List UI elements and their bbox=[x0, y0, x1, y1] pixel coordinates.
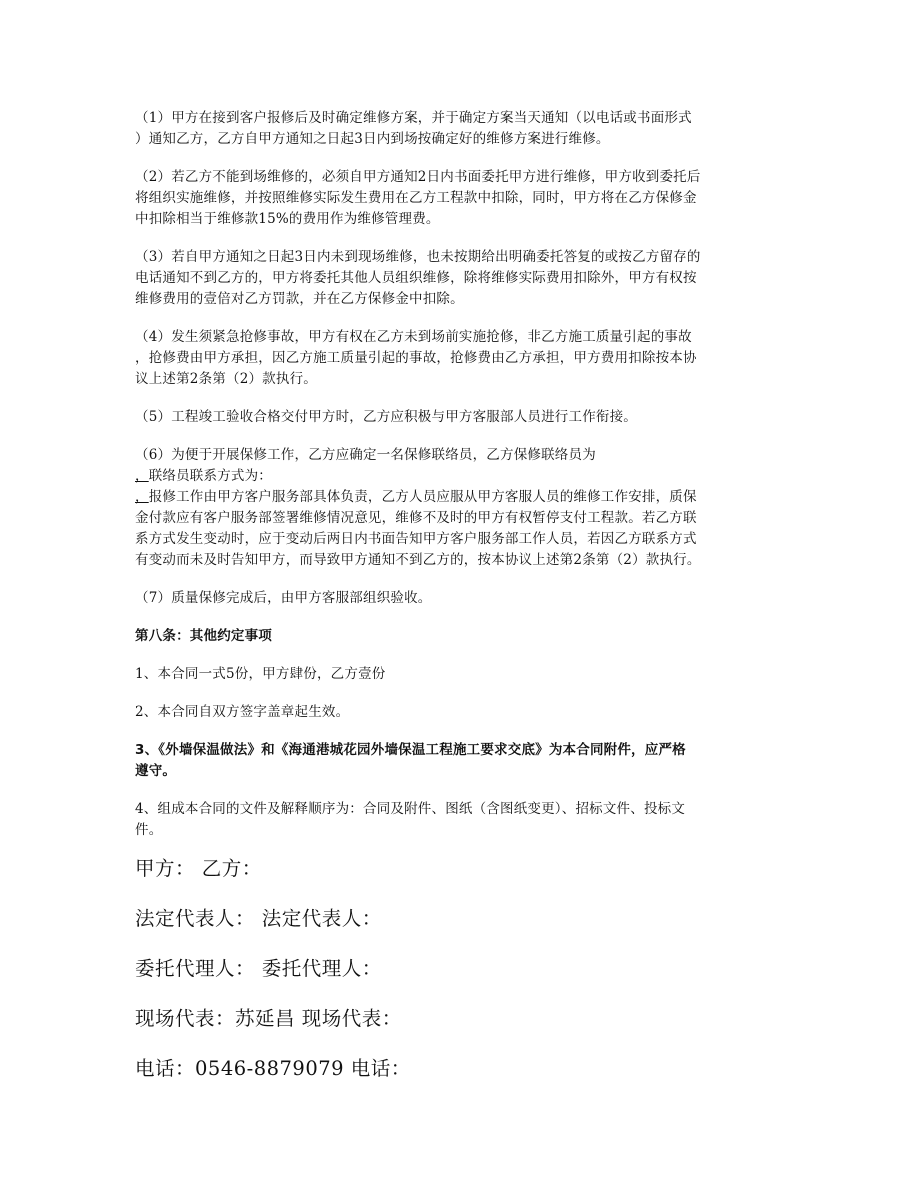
article-8-heading bbox=[135, 626, 787, 647]
clause-7 bbox=[135, 588, 787, 609]
item-3 bbox=[135, 740, 787, 782]
item-1 bbox=[135, 664, 787, 685]
clause-1 bbox=[135, 108, 787, 150]
item-4 bbox=[135, 799, 787, 841]
clause-5 bbox=[135, 407, 787, 428]
item-2 bbox=[135, 702, 787, 723]
clause-3-line: 电话通知不到乙方的，甲方将委托其他人员组织维修，除将维修实际费用扣除外，甲方有权按 bbox=[135, 270, 697, 286]
article-8-title: 第八条：其他约定事项 bbox=[135, 628, 272, 644]
signature-agent: 委托代理人： 委托代理人： bbox=[135, 957, 382, 980]
clause-2 bbox=[135, 167, 787, 230]
clause-6-line: 系方式发生变动时，应于变动后两日内书面告知甲方客户服务部工作人员，若因乙方联系方式 bbox=[135, 531, 697, 547]
clause-6-contact-line bbox=[135, 466, 787, 487]
item-4-line: 4、组成本合同的文件及解释顺序为：合同及附件、图纸（含图纸变更）、招标文件、投标文 bbox=[135, 801, 686, 817]
clause-6-line: 金付款应有客户服务部签署维修情况意见，维修不及时的甲方有权暂停支付工程款。若乙方联 bbox=[135, 510, 697, 526]
item-1-line: 1、本合同一式5份，甲方肆份，乙方壹份 bbox=[135, 666, 386, 682]
item-3-line: 遵守。 bbox=[135, 763, 177, 779]
clause-6 bbox=[135, 445, 787, 571]
blank-comma: ， bbox=[135, 468, 149, 484]
clause-6-line: （6）为便于开展保修工作，乙方应确定一名保修联络员，乙方保修联络员为 bbox=[135, 447, 596, 463]
signature-phone: 电话：0546-8879079 电话： bbox=[135, 1057, 411, 1080]
clause-6-rest-text: 报修工作由甲方客户服务部具体负责，乙方人员应服从甲方客服人员的维修工作安排，质保 bbox=[148, 489, 697, 505]
clause-4-line: （4）发生须紧急抢修事故，甲方有权在乙方未到场前实施抢修，非乙方施工质量引起的事故 bbox=[135, 329, 692, 345]
signature-party: 甲方： 乙方： bbox=[135, 857, 262, 880]
clause-3-line: （3）若自甲方通知之日起3日内未到现场维修，也未按期给出明确委托答复的或按乙方留存的 bbox=[135, 249, 701, 265]
clause-2-line: （2）若乙方不能到场维修的，必须自甲方通知2日内书面委托甲方进行维修，甲方收到委托后 bbox=[135, 169, 701, 185]
clause-3 bbox=[135, 247, 787, 310]
item-2-line: 2、本合同自双方签字盖章起生效。 bbox=[135, 704, 350, 720]
clause-1-line: ）通知乙方，乙方自甲方通知之日起3日内到场按确定好的维修方案进行维修。 bbox=[135, 131, 610, 147]
clause-7-line: （7）质量保修完成后，由甲方客服部组织验收。 bbox=[135, 590, 432, 606]
clause-6-rest-first bbox=[135, 487, 787, 508]
clause-4 bbox=[135, 327, 787, 390]
clause-6-line: 有变动而未及时告知甲方，而导致甲方通知不到乙方的，按本协议上述第2条第（2）款执行。 bbox=[135, 552, 701, 568]
clause-3-line: 维修费用的壹倍对乙方罚款，并在乙方保修金中扣除。 bbox=[135, 291, 464, 307]
clause-6-contact-text: 联络员联系方式为： bbox=[148, 468, 273, 484]
clause-1-line: （1）甲方在接到客户报修后及时确定维修方案，并于确定方案当天通知（以电话或书面形式 bbox=[135, 110, 692, 126]
clause-5-line: （5）工程竣工验收合格交付甲方时，乙方应积极与甲方客服部人员进行工作衔接。 bbox=[135, 409, 637, 425]
item-4-line: 件。 bbox=[135, 822, 163, 838]
contract-page bbox=[135, 108, 787, 1080]
clause-2-line: 中扣除相当于维修款15%的费用作为维修管理费。 bbox=[135, 211, 440, 227]
blank-comma: ， bbox=[135, 489, 149, 505]
clause-4-line: ，抢修费由甲方承担，因乙方施工质量引起的事故，抢修费由乙方承担，甲方费用扣除按本协 bbox=[135, 350, 697, 366]
clause-2-line: 将组织实施维修，并按照维修实际发生费用在乙方工程款中扣除，同时，甲方将在乙方保修金 bbox=[135, 190, 697, 206]
signature-site-rep: 现场代表：苏延昌 现场代表： bbox=[135, 1007, 402, 1030]
item-3-line: 3、《外墙保温做法》和《海通港城花园外墙保温工程施工要求交底》为本合同附件，应严格 bbox=[135, 742, 686, 758]
clause-4-line: 议上述第2条第（2）款执行。 bbox=[135, 371, 317, 387]
signature-legal-rep: 法定代表人： 法定代表人： bbox=[135, 907, 382, 930]
